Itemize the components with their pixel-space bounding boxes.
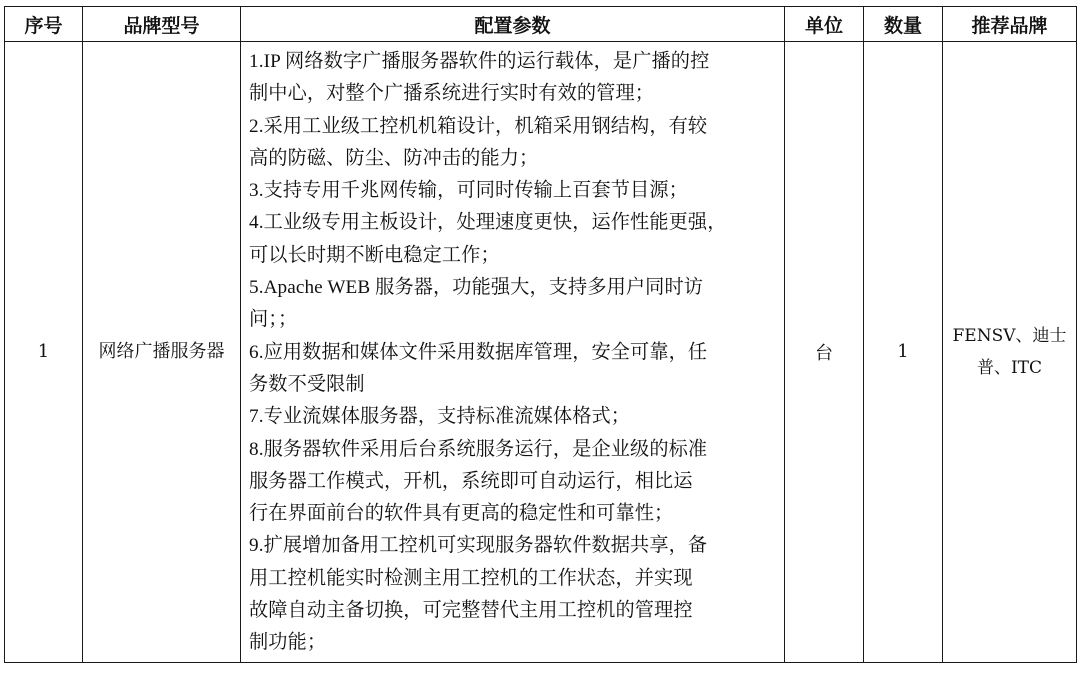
header-product-model: 品牌型号 — [83, 7, 241, 42]
header-unit: 单位 — [785, 7, 864, 42]
header-row — [5, 7, 1077, 42]
cell-index: 1 — [5, 42, 83, 663]
cell-unit: 台 — [785, 42, 864, 663]
header-quantity: 数量 — [864, 7, 943, 42]
product-name-text: 网络广播服务器 — [98, 340, 225, 362]
cell-brand — [943, 42, 1077, 663]
param-line: 5.Apache WEB 服务器，功能强大，支持多用户同时访 — [249, 277, 704, 299]
header-config-params: 配置参数 — [241, 7, 785, 42]
param-line: 4.工业级专用主板设计，处理速度更快，运作性能更强， — [249, 212, 727, 234]
param-line: 3.支持专用千兆网传输，可同时传输上百套节目源； — [249, 180, 688, 202]
param-line: 1.IP 网络数字广播服务器软件的运行载体，是广播的控 — [249, 51, 710, 72]
table-row — [5, 42, 1077, 663]
param-line: 服务器工作模式，开机，系统即可自动运行，相比运 — [249, 470, 693, 492]
param-line: 6.应用数据和媒体文件采用数据库管理，安全可靠，任 — [249, 341, 708, 363]
spec-table — [4, 6, 1077, 663]
param-line: 9.扩展增加备用工控机可实现服务器软件数据共享，备 — [249, 535, 708, 557]
param-line: 务数不受限制 — [249, 373, 365, 395]
cell-quantity: 1 — [864, 42, 943, 663]
header-recommended-brand: 推荐品牌 — [943, 7, 1077, 42]
brand-text: FENSV、迪士普、ITC — [952, 325, 1067, 378]
param-line: 问；； — [249, 309, 298, 331]
cell-config-params — [241, 42, 785, 663]
param-line: 行在界面前台的软件具有更高的稳定性和可靠性； — [249, 503, 674, 525]
param-line: 可以长时期不断电稳定工作； — [249, 244, 500, 266]
param-line: 高的防磁、防尘、防冲击的能力； — [249, 147, 539, 169]
param-line: 7.专业流媒体服务器，支持标准流媒体格式； — [249, 406, 631, 428]
header-index: 序号 — [5, 7, 83, 42]
param-line: 制中心，对整个广播系统进行实时有效的管理； — [249, 83, 655, 105]
param-line: 故障自动主备切换，可完整替代主用工控机的管理控 — [249, 600, 693, 622]
param-line: 8.服务器软件采用后台系统服务运行，是企业级的标准 — [249, 438, 708, 460]
param-line: 2.采用工业级工控机机箱设计，机箱采用钢结构，有较 — [249, 115, 708, 137]
param-line: 制功能； — [249, 632, 327, 654]
param-line: 用工控机能实时检测主用工控机的工作状态，并实现 — [249, 567, 693, 589]
cell-product-name — [83, 42, 241, 663]
